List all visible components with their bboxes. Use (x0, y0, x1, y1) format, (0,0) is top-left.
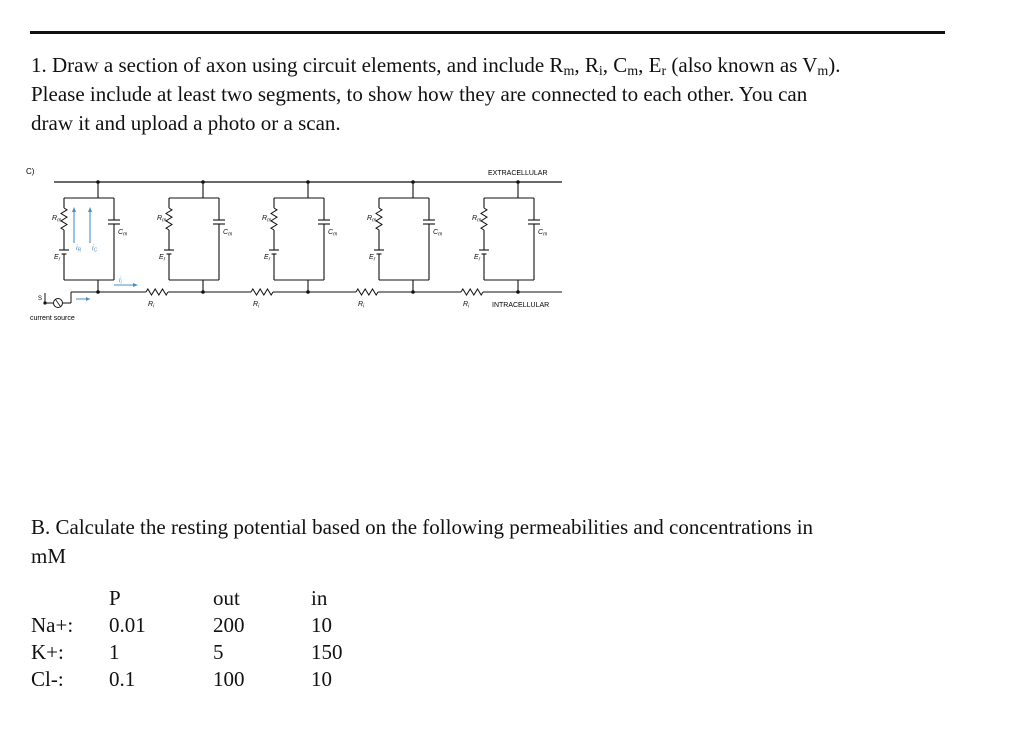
p-cell: 1 (109, 640, 120, 664)
ion-cell: Na+: (31, 613, 74, 637)
part-b-line-1: B. Calculate the resting potential based on the following permeabilities and concentrations in (31, 515, 814, 539)
axial-resistor-ri (251, 289, 273, 295)
table-row (31, 666, 371, 693)
part-b (31, 513, 931, 571)
er-label: $E_r$ (369, 254, 376, 263)
membrane-resistor-rm (166, 208, 172, 230)
cm-label: $C_m$ (328, 229, 338, 238)
ic-label: $i_C$ (92, 245, 98, 254)
membrane-resistor-rm (481, 208, 487, 230)
p-cell: 0.1 (109, 667, 136, 691)
part-b-line-2: mM (31, 544, 67, 568)
current-source-label: current source (30, 315, 75, 322)
rm-label: $R_m$ (472, 215, 482, 224)
ir-label: $i_R$ (76, 245, 82, 254)
membrane-resistor-rm (271, 208, 277, 230)
switch-label: S (38, 296, 43, 302)
corner-label: C) (26, 167, 35, 176)
ri-label: $R_i$ (253, 301, 260, 310)
current-source-arrow (56, 300, 61, 307)
rm-label: $R_m$ (262, 215, 272, 224)
header-in: in (311, 586, 328, 610)
rm-label: $R_m$ (52, 215, 62, 224)
in-cell: 150 (311, 640, 343, 664)
rm-label: $R_m$ (157, 215, 167, 224)
ii-label: $i_i$ (119, 277, 122, 286)
extracellular-label: EXTRACELLULAR (488, 170, 548, 177)
membrane-segments (52, 180, 562, 309)
in-cell: 10 (311, 667, 332, 691)
cm-label: $C_m$ (223, 229, 233, 238)
question-1-line-3: draw it and upload a photo or a scan. (31, 111, 341, 135)
in-cell: 10 (311, 613, 332, 637)
axial-resistor-ri (146, 289, 168, 295)
junction-dot (516, 180, 520, 184)
header-ion (31, 585, 109, 612)
table-header-row (31, 585, 371, 612)
ion-cell: Cl-: (31, 667, 64, 691)
out-cell: 100 (213, 667, 245, 691)
question-1-line-2: Please include at least two segments, to show how they are connected to each other. You can (31, 82, 808, 106)
top-rule (30, 31, 945, 34)
question-1-line-1: 1. Draw a section of axon using circuit elements, and include $R_m$, $R_i$, $C_m$, $E_r$ (also known as $V_m$). (31, 53, 841, 79)
er-label: $E_r$ (54, 254, 61, 263)
table-row (31, 612, 371, 639)
er-label: $E_r$ (159, 254, 166, 263)
intracellular-label: INTRACELLULAR (492, 302, 550, 309)
ri-label: $R_i$ (463, 301, 470, 310)
er-label: $E_r$ (474, 254, 481, 263)
membrane-resistor-rm (376, 208, 382, 230)
permeability-table (31, 585, 371, 693)
axial-resistor-ri (461, 289, 483, 295)
junction-dot (306, 180, 310, 184)
switch-terminal (43, 301, 46, 304)
rm-label: $R_m$ (367, 215, 377, 224)
junction-dot (411, 180, 415, 184)
axial-resistor-ri (356, 289, 378, 295)
cm-label: $C_m$ (538, 229, 548, 238)
p-cell: 0.01 (109, 613, 146, 637)
header-p: P (109, 586, 121, 610)
ion-cell: K+: (31, 640, 64, 664)
ii-arrow-head (133, 283, 138, 287)
cm-label: $C_m$ (118, 229, 128, 238)
ic-arrow-head (88, 207, 92, 212)
junction-dot (96, 180, 100, 184)
junction-dot (201, 180, 205, 184)
axon-circuit-diagram (26, 158, 571, 328)
stimulus-arrow-head (86, 297, 90, 301)
out-cell: 200 (213, 613, 245, 637)
header-out: out (213, 586, 240, 610)
ir-arrow-head (72, 207, 76, 212)
cm-label: $C_m$ (433, 229, 443, 238)
membrane-resistor-rm (61, 208, 67, 230)
current-source (45, 292, 71, 308)
out-cell: 5 (213, 640, 224, 664)
ri-label: $R_i$ (358, 301, 365, 310)
ri-label: $R_i$ (148, 301, 155, 310)
table-row (31, 639, 371, 666)
question-1 (31, 51, 991, 138)
er-label: $E_r$ (264, 254, 271, 263)
